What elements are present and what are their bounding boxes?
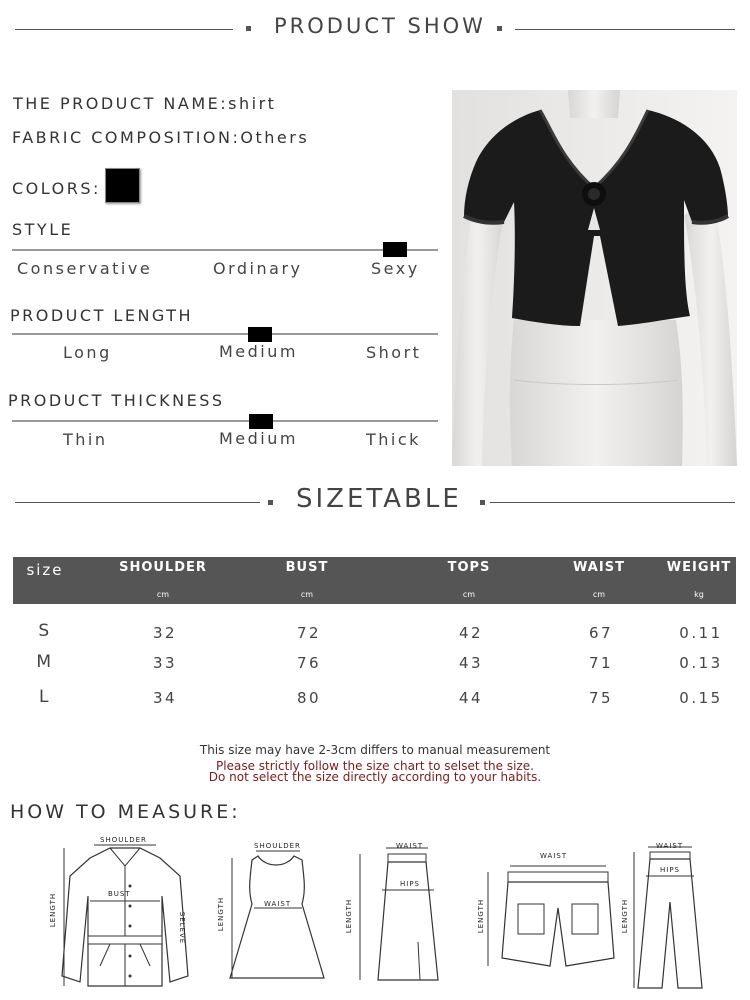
- length-scale-track: [12, 333, 438, 335]
- cell-weight: 0.15: [679, 689, 723, 707]
- thickness-option-thin: Thin: [63, 430, 108, 449]
- label-waist: WAIST: [396, 842, 424, 850]
- cell-weight: 0.13: [679, 654, 723, 672]
- cell-shoulder: 34: [152, 689, 178, 707]
- note-habits: Do not select the size directly according to your habits.: [208, 770, 542, 784]
- cell-bust: 76: [296, 654, 322, 672]
- dress-illustration: [220, 838, 335, 988]
- header-line-right: [515, 29, 735, 30]
- style-label: STYLE: [12, 220, 74, 239]
- length-scale-marker: [248, 327, 272, 342]
- col-unit-waist: cm: [592, 590, 606, 599]
- color-swatch-black[interactable]: [105, 168, 140, 203]
- cell-size: S: [38, 621, 52, 641]
- colors-label: COLORS:: [12, 179, 101, 198]
- cell-bust: 80: [296, 689, 322, 707]
- header-dot-left: [246, 26, 251, 31]
- measure-diagram-dress: [217, 838, 335, 988]
- cell-tops: 43: [458, 654, 484, 672]
- thickness-label: PRODUCT THICKNESS: [8, 391, 225, 410]
- label-hips: HIPS: [660, 866, 680, 874]
- thickness-option-medium: Medium: [219, 429, 298, 448]
- measure-diagram-trousers: [621, 842, 716, 994]
- label-waist: WAIST: [264, 900, 292, 908]
- note-measurement: This size may have 2-3cm differs to manual measurement: [199, 743, 551, 757]
- label-length: LENGTH: [621, 898, 630, 934]
- label-waist: WAIST: [540, 852, 568, 860]
- trousers-illustration: [626, 842, 716, 994]
- mannequin-with-black-top: [452, 90, 737, 466]
- note-follow-chart: Please strictly follow the size chart to selset the size.: [216, 759, 534, 773]
- col-header-shoulder: SHOULDER: [119, 560, 207, 575]
- how-to-measure-title: HOW TO MEASURE:: [10, 801, 241, 823]
- col-unit-weight: kg: [694, 590, 704, 599]
- length-option-short: Short: [366, 343, 422, 362]
- length-option-long: Long: [63, 343, 112, 362]
- thickness-scale-marker: [249, 414, 273, 429]
- style-scale-track: [12, 249, 438, 251]
- thickness-option-thick: Thick: [366, 430, 421, 449]
- label-length: LENGTH: [477, 898, 486, 934]
- label-waist: WAIST: [656, 842, 684, 850]
- sizetable-line-right: [490, 502, 735, 503]
- col-unit-shoulder: cm: [156, 590, 170, 599]
- cell-size: L: [39, 687, 51, 707]
- style-option-ordinary: Ordinary: [213, 259, 303, 278]
- col-header-tops: TOPS: [447, 560, 491, 575]
- label-length: LENGTH: [49, 892, 58, 928]
- label-shoulder: SHOULDER: [100, 836, 147, 844]
- cell-waist: 75: [588, 689, 614, 707]
- col-header-weight: WEIGHT: [666, 560, 732, 575]
- style-scale-marker: [383, 242, 407, 257]
- measure-diagram-shorts: [478, 848, 618, 978]
- col-header-waist: WAIST: [573, 560, 625, 575]
- label-shoulder: SHOULDER: [254, 842, 301, 850]
- thickness-scale-track: [12, 420, 438, 422]
- length-option-medium: Medium: [219, 342, 298, 361]
- cell-tops: 42: [458, 624, 484, 642]
- cell-size: M: [36, 652, 54, 672]
- product-name: THE PRODUCT NAME:shirt: [13, 94, 277, 113]
- cell-shoulder: 32: [152, 624, 178, 642]
- label-length: LENGTH: [345, 898, 354, 934]
- cell-waist: 67: [588, 624, 614, 642]
- header-line-left: [15, 29, 233, 30]
- product-show-title: PRODUCT SHOW: [274, 14, 486, 38]
- cell-weight: 0.11: [679, 624, 723, 642]
- sizetable-line-left: [15, 502, 260, 503]
- label-hips: HIPS: [400, 880, 420, 888]
- style-option-conservative: Conservative: [17, 259, 153, 278]
- cell-shoulder: 33: [152, 654, 178, 672]
- col-unit-tops: cm: [462, 590, 476, 599]
- fabric-composition: FABRIC COMPOSITION:Others: [12, 128, 310, 147]
- col-header-bust: BUST: [285, 560, 329, 575]
- measure-diagram-skirt: [345, 842, 448, 987]
- sizetable-dot-left: [268, 500, 273, 505]
- col-unit-bust: cm: [300, 590, 314, 599]
- skirt-illustration: [348, 842, 448, 987]
- header-dot-right: [497, 26, 502, 31]
- cell-tops: 44: [458, 689, 484, 707]
- sizetable-title: SIZETABLE: [296, 484, 462, 514]
- sizetable-dot-right: [480, 500, 485, 505]
- length-label: PRODUCT LENGTH: [10, 306, 194, 325]
- measure-diagram-jacket: [50, 836, 200, 996]
- cell-bust: 72: [296, 624, 322, 642]
- style-option-sexy: Sexy: [371, 259, 420, 278]
- cell-waist: 71: [588, 654, 614, 672]
- product-photo: [452, 90, 737, 466]
- label-bust: BUST: [108, 890, 131, 898]
- shorts-illustration: [478, 848, 618, 978]
- col-header-size: size: [26, 561, 64, 579]
- label-sleeve: SELEVE: [178, 911, 187, 945]
- label-length: LENGTH: [217, 896, 226, 932]
